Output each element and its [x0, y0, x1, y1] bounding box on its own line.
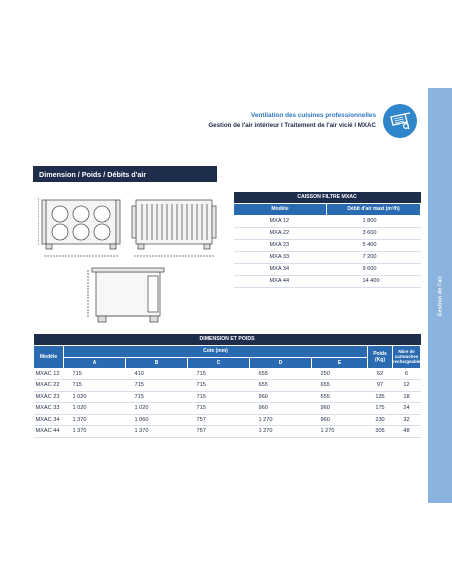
page-header [208, 112, 376, 129]
table-row [34, 403, 421, 415]
table-cell: 715 [188, 403, 250, 415]
table-cell: MXAC 44 [34, 426, 64, 438]
table-cell: 715 [188, 391, 250, 403]
table-cell: 960 [250, 391, 312, 403]
table-row [34, 426, 421, 438]
table-cell: 655 [312, 380, 368, 392]
table-cell: MXAC 22 [34, 380, 64, 392]
section-title: Dimension / Poids / Débits d'air [39, 169, 147, 179]
table-cell: 960 [312, 414, 368, 426]
table-cell: 1 020 [126, 403, 188, 415]
dimension-table [33, 334, 421, 438]
dimension-header-e: E [312, 357, 368, 368]
hood-fan-icon-svg [387, 108, 413, 134]
table-cell: 24 [393, 403, 421, 415]
table-cell: 1 270 [250, 426, 312, 438]
table-cell: 1 370 [64, 414, 126, 426]
table-cell: 715 [188, 368, 250, 380]
table-cell: 9 600 [327, 263, 421, 275]
table-cell: 18 [393, 391, 421, 403]
table-cell: MXAC 23 [34, 391, 64, 403]
header-title: Ventilation des cuisines professionnelles [250, 112, 376, 119]
caisson-table [233, 192, 421, 288]
table-cell: MXA 34 [234, 263, 327, 275]
table-cell: 655 [312, 391, 368, 403]
technical-drawing [38, 192, 218, 327]
table-cell: MXAC 34 [34, 414, 64, 426]
hood-fan-icon [383, 104, 417, 138]
table-row [234, 215, 421, 227]
dimension-header-cartridges: Nbre de cartouches rechargeables [393, 345, 421, 368]
table-row [34, 391, 421, 403]
dimension-header-cote: Cote (mm) [64, 345, 368, 357]
table-cell: 715 [64, 380, 126, 392]
side-tab-label-wrap [428, 88, 452, 503]
table-cell: 715 [126, 380, 188, 392]
table-cell: MXA 33 [234, 251, 327, 263]
table-cell: 715 [188, 380, 250, 392]
table-row [34, 414, 421, 426]
table-cell: 1 270 [312, 426, 368, 438]
table-row [34, 368, 421, 380]
table-cell: 1 370 [126, 426, 188, 438]
table-row [234, 275, 421, 287]
dimension-table-caption: DIMENSION ET POIDS [34, 334, 421, 345]
table-cell: 3 600 [327, 227, 421, 239]
table-cell: MXAC 33 [34, 403, 64, 415]
table-cell: 655 [250, 380, 312, 392]
table-row [234, 227, 421, 239]
dimension-header-d: D [250, 357, 312, 368]
caisson-header-airflow: Débit d'air maxi (m³/h) [327, 203, 421, 215]
table-cell: 960 [312, 403, 368, 415]
section-title-bar [33, 166, 217, 182]
table-row [234, 239, 421, 251]
table-cell: 12 [393, 380, 421, 392]
side-tab-label: Gestion de l'air [437, 275, 444, 316]
table-cell: 1 020 [64, 391, 126, 403]
table-cell: 410 [126, 368, 188, 380]
dimension-header-model: Modèle [34, 345, 64, 368]
header-subtitle: Gestion de l'air intérieur I Traitement de l'air vicié I MXAC [208, 122, 376, 129]
dimension-header-weight: Poids (Kg) [368, 345, 393, 368]
table-cell: MXA 44 [234, 275, 327, 287]
table-cell: 1 020 [64, 403, 126, 415]
table-cell: 655 [250, 368, 312, 380]
table-row [34, 380, 421, 392]
table-cell: 62 [368, 368, 393, 380]
caisson-table-caption: CAISSON FILTRE MXAC [234, 192, 421, 203]
dimension-header-b: B [126, 357, 188, 368]
table-cell: 715 [64, 368, 126, 380]
dimension-header-a: A [64, 357, 126, 368]
table-cell: 250 [312, 368, 368, 380]
table-cell: 305 [368, 426, 393, 438]
table-row [234, 263, 421, 275]
side-tab [428, 88, 452, 503]
table-cell: 757 [188, 414, 250, 426]
table-cell: 7 200 [327, 251, 421, 263]
table-cell: 1 060 [126, 414, 188, 426]
table-cell: 6 [393, 368, 421, 380]
table-cell: 5 400 [327, 239, 421, 251]
table-row [234, 251, 421, 263]
table-cell: 1 370 [64, 426, 126, 438]
table-cell: MXA 22 [234, 227, 327, 239]
table-cell: 715 [126, 391, 188, 403]
table-cell: MXA 23 [234, 239, 327, 251]
table-cell: 960 [250, 403, 312, 415]
table-cell: 175 [368, 403, 393, 415]
table-cell: 48 [393, 426, 421, 438]
table-cell: 1 270 [250, 414, 312, 426]
dimension-header-c: C [188, 357, 250, 368]
table-cell: MXA 12 [234, 215, 327, 227]
table-cell: 1 800 [327, 215, 421, 227]
caisson-header-model: Modèle [234, 203, 327, 215]
table-cell: MXAC 12 [34, 368, 64, 380]
table-cell: 135 [368, 391, 393, 403]
table-cell: 14 400 [327, 275, 421, 287]
table-cell: 757 [188, 426, 250, 438]
table-cell: 32 [393, 414, 421, 426]
table-cell: 230 [368, 414, 393, 426]
table-cell: 97 [368, 380, 393, 392]
